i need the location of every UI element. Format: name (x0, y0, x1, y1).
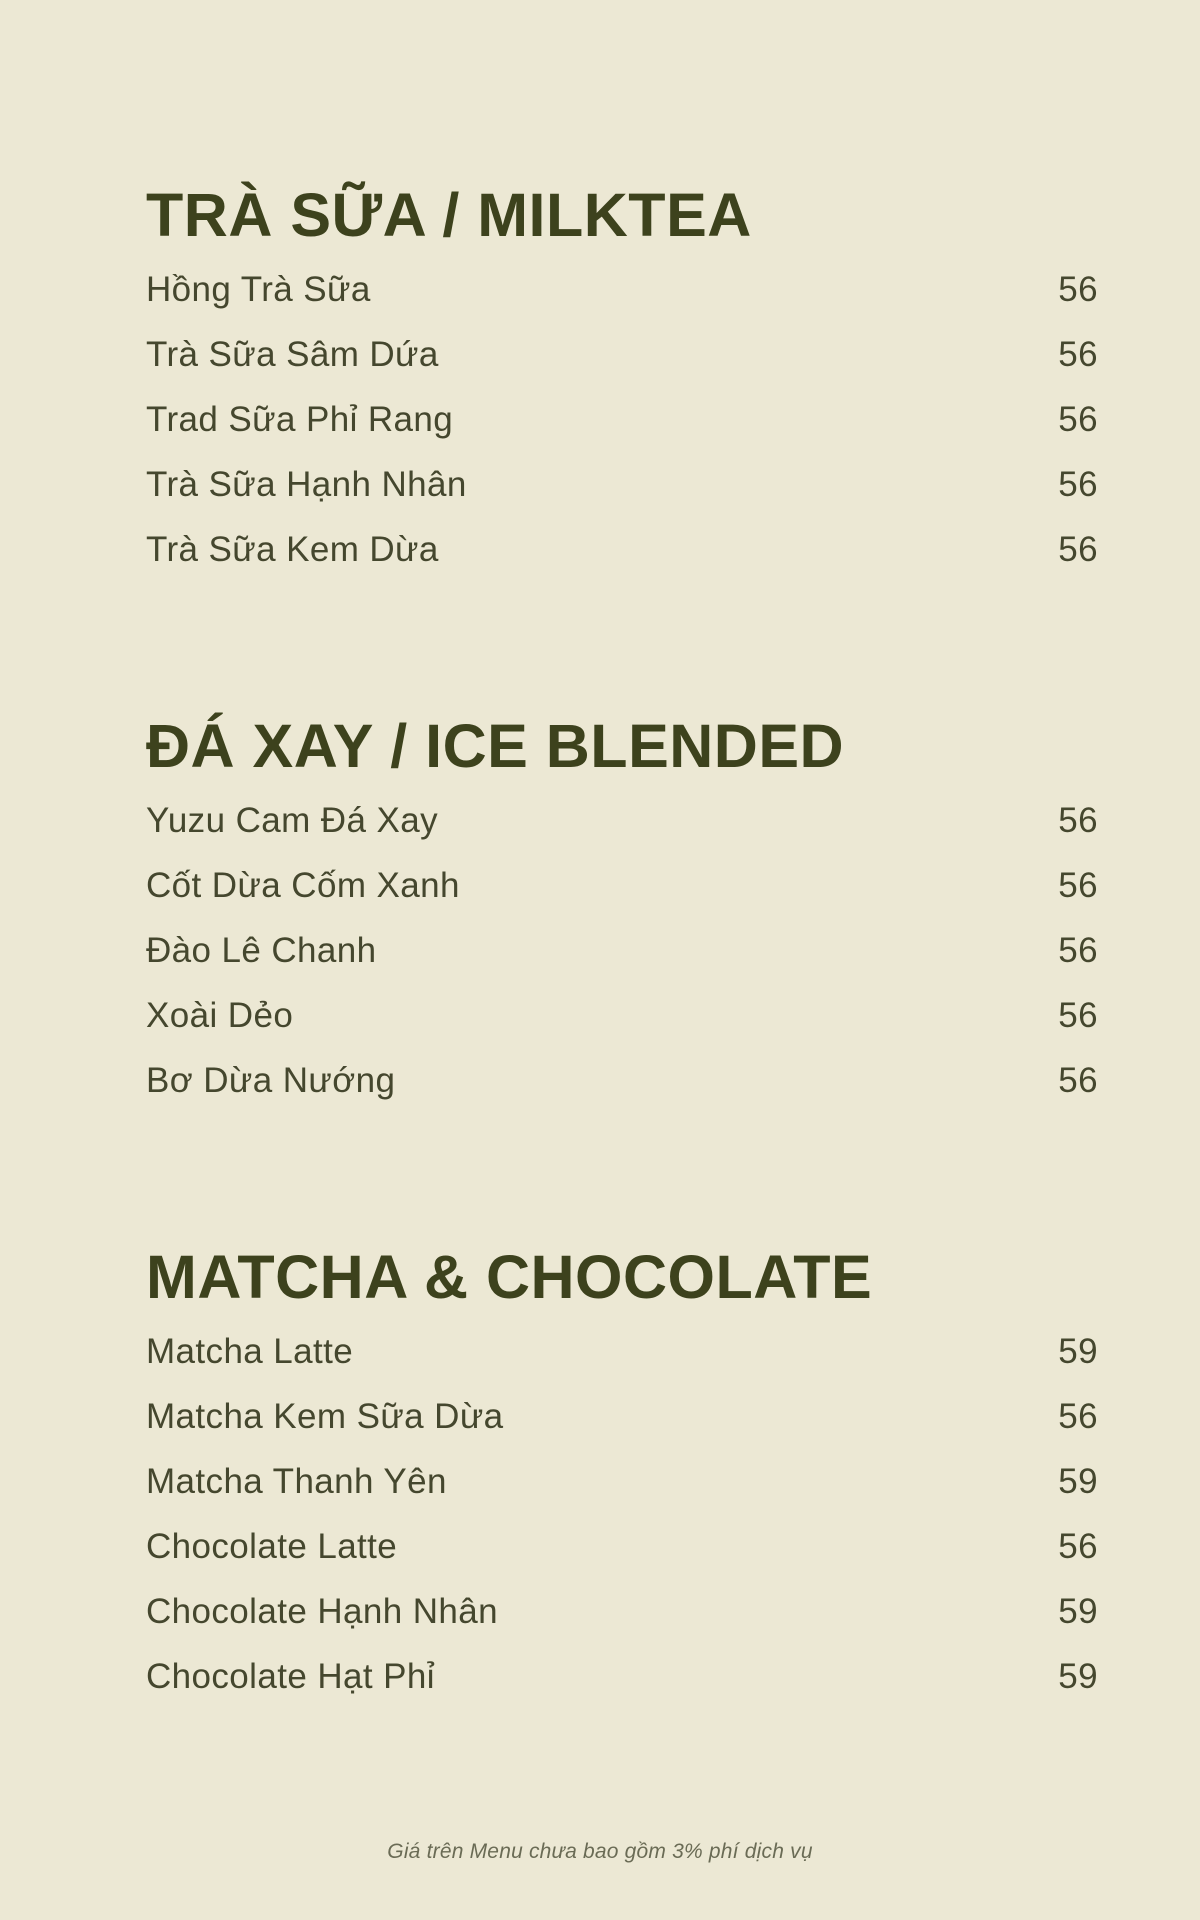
menu-item (146, 387, 1098, 452)
menu-item (146, 1579, 1098, 1644)
item-name: Chocolate Hạnh Nhân (146, 1591, 498, 1631)
item-name: Chocolate Hạt Phỉ (146, 1656, 435, 1696)
item-price: 59 (1058, 1331, 1098, 1371)
item-name: Đào Lê Chanh (146, 930, 377, 970)
menu-item (146, 1048, 1098, 1113)
section-milktea (146, 178, 1098, 582)
item-name: Chocolate Latte (146, 1526, 398, 1566)
menu-item (146, 1449, 1098, 1514)
item-name: Cốt Dừa Cốm Xanh (146, 865, 460, 905)
service-fee-note: Giá trên Menu chưa bao gồm 3% phí dịch vụ (387, 1840, 813, 1863)
item-name: Bơ Dừa Nướng (146, 1060, 396, 1100)
section-ice-blended (146, 709, 1098, 1113)
section-title: MATCHA & CHOCOLATE (146, 1243, 873, 1311)
item-name: Matcha Thanh Yên (146, 1461, 447, 1501)
item-price: 56 (1058, 529, 1098, 569)
menu-item (146, 452, 1098, 517)
menu-item (146, 517, 1098, 582)
item-name: Matcha Latte (146, 1331, 354, 1371)
section-title: TRÀ SỮA / MILKTEA (146, 181, 752, 249)
item-name: Trà Sữa Sâm Dứa (146, 334, 439, 374)
item-price: 59 (1058, 1591, 1098, 1631)
menu-item (146, 257, 1098, 322)
item-name: Hồng Trà Sữa (146, 269, 371, 309)
menu-item (146, 1319, 1098, 1384)
menu-item (146, 1384, 1098, 1449)
menu-item (146, 853, 1098, 918)
section-title: ĐÁ XAY / ICE BLENDED (146, 712, 845, 780)
item-price: 56 (1058, 930, 1098, 970)
menu-item (146, 788, 1098, 853)
item-price: 56 (1058, 334, 1098, 374)
item-name: Trad Sữa Phỉ Rang (146, 399, 454, 439)
item-price: 56 (1058, 800, 1098, 840)
menu-item (146, 1644, 1098, 1709)
item-price: 56 (1058, 1396, 1098, 1436)
item-name: Xoài Dẻo (146, 995, 294, 1035)
menu-item (146, 983, 1098, 1048)
item-price: 56 (1058, 865, 1098, 905)
menu-item (146, 322, 1098, 387)
item-price: 56 (1058, 1526, 1098, 1566)
item-price: 56 (1058, 464, 1098, 504)
section-matcha-chocolate (146, 1240, 1098, 1709)
item-price: 56 (1058, 399, 1098, 439)
item-name: Trà Sữa Hạnh Nhân (146, 464, 467, 504)
item-price: 59 (1058, 1656, 1098, 1696)
item-price: 56 (1058, 1060, 1098, 1100)
item-price: 56 (1058, 269, 1098, 309)
item-price: 56 (1058, 995, 1098, 1035)
item-price: 59 (1058, 1461, 1098, 1501)
item-name: Matcha Kem Sữa Dừa (146, 1396, 504, 1436)
menu-item (146, 1514, 1098, 1579)
item-name: Yuzu Cam Đá Xay (146, 800, 438, 840)
item-name: Trà Sữa Kem Dừa (146, 529, 439, 569)
menu-item (146, 918, 1098, 983)
